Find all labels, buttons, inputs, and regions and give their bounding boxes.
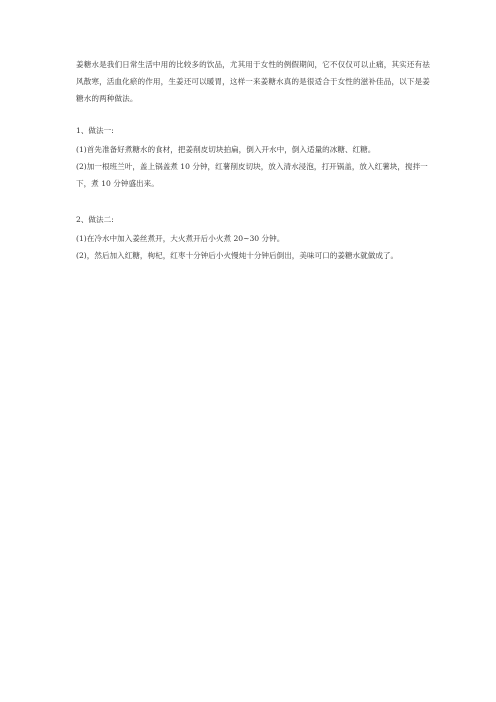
method-two-step-1: (1)在冷水中加入姜丝煮开，大火煮开后小火煮 20~30 分钟。 — [76, 234, 285, 243]
intro-paragraph: 姜糖水是我们日常生活中用的比较多的饮品，尤其用于女性的例假期间，它不仅仅可以止痛，其实还有祛风散寒，活血化瘀的作用，生姜还可以暖胃，这样一来姜糖水真的是很适合于女性的滋补佳品，以下是姜糖水的两种做法。 — [76, 60, 430, 103]
method-two-heading: 2、做法二: — [76, 215, 114, 224]
method-one-step-1: (1)首先准备好煮糖水的食材，把姜削皮切块拍扁，倒入开水中，倒入适量的冰糖、红糖。 — [76, 145, 376, 154]
method-two-section — [76, 212, 432, 264]
method-one-section — [76, 123, 432, 192]
method-one-heading: 1、做法一: — [76, 126, 114, 135]
method-two-step-2: (2)，然后加入红糖，枸杞，红枣十分钟后小火慢炖十分钟后倒出，美味可口的姜糖水就做成了。 — [76, 251, 399, 260]
document-content — [76, 56, 432, 264]
method-one-step-2: (2)加一根班兰叶，盖上锅盖煮 10 分钟，红薯削皮切块，放入清水浸泡，打开锅盖，放入红薯块，搅拌一下，煮 10 分钟盛出来。 — [76, 162, 428, 188]
